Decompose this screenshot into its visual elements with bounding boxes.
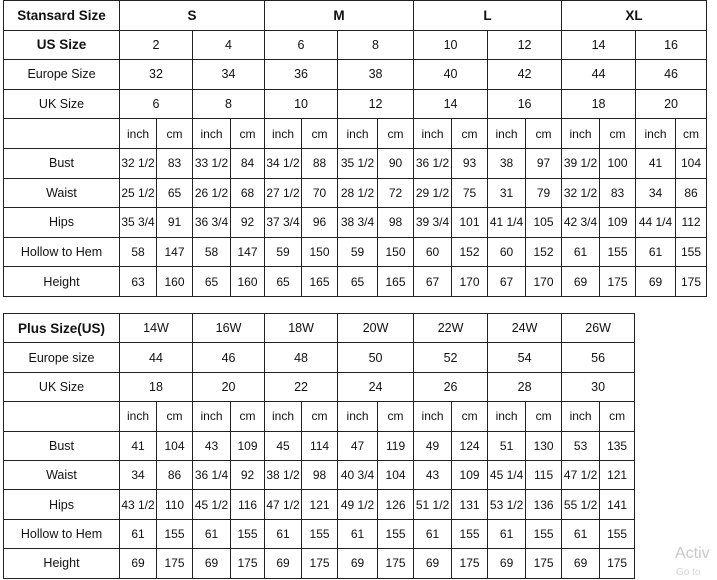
size-value: 6: [265, 30, 338, 60]
size-value: 10: [414, 30, 488, 60]
measurement-value: 45: [265, 431, 302, 460]
unit-inch: inch: [414, 402, 452, 431]
unit-inch: inch: [488, 119, 526, 149]
measurement-value: 131: [452, 490, 488, 519]
measurement-value: 119: [378, 431, 414, 460]
size-value: 46: [636, 60, 707, 90]
measurement-value: 43: [193, 431, 231, 460]
plus-size-header: 22W: [414, 314, 488, 343]
size-value: 8: [338, 30, 414, 60]
measurement-value: 34: [636, 178, 676, 208]
row-label: UK Size: [4, 89, 120, 119]
plus-size-header: 18W: [265, 314, 338, 343]
blank-cell: [4, 402, 120, 431]
size-value: 18: [562, 89, 636, 119]
activation-watermark-sub: Go to: [676, 567, 701, 578]
measurement-label: Height: [4, 267, 120, 297]
measurement-value: 68: [231, 178, 265, 208]
measurement-value: 124: [452, 431, 488, 460]
size-value: 38: [338, 60, 414, 90]
unit-inch: inch: [636, 119, 676, 149]
activation-watermark: Activ: [675, 545, 710, 562]
size-value: 8: [193, 89, 265, 119]
measurement-value: 31: [488, 178, 526, 208]
row-label: Europe size: [4, 343, 120, 372]
measurement-value: 165: [302, 267, 338, 297]
measurement-value: 34: [120, 460, 157, 489]
measurement-value: 51: [488, 431, 526, 460]
measurement-value: 121: [600, 460, 635, 489]
measurement-value: 27 1/2: [265, 178, 302, 208]
measurement-row: [4, 237, 707, 267]
measurement-value: 110: [157, 490, 193, 519]
size-value: 36: [265, 60, 338, 90]
measurement-value: 150: [302, 237, 338, 267]
measurement-label: Hips: [4, 490, 120, 519]
measurement-value: 69: [193, 549, 231, 578]
size-value: 10: [265, 89, 338, 119]
measurement-value: 155: [302, 519, 338, 548]
measurement-value: 155: [452, 519, 488, 548]
size-value: 40: [414, 60, 488, 90]
table-title: Plus Size(US): [4, 314, 120, 343]
measurement-value: 43: [414, 460, 452, 489]
measurement-value: 152: [452, 237, 488, 267]
unit-inch: inch: [193, 119, 231, 149]
measurement-row: [4, 431, 635, 460]
measurement-value: 147: [157, 237, 193, 267]
measurement-value: 155: [231, 519, 265, 548]
measurement-label: Waist: [4, 460, 120, 489]
measurement-value: 41 1/4: [488, 208, 526, 238]
measurement-value: 58: [120, 237, 157, 267]
unit-inch: inch: [193, 402, 231, 431]
size-value: 20: [636, 89, 707, 119]
unit-inch: inch: [562, 119, 600, 149]
standard-size-table: [3, 0, 707, 297]
measurement-value: 121: [302, 490, 338, 519]
size-value: 12: [488, 30, 562, 60]
measurement-value: 42 3/4: [562, 208, 600, 238]
measurement-value: 126: [378, 490, 414, 519]
unit-inch: inch: [488, 402, 526, 431]
plus-size-header: 20W: [338, 314, 414, 343]
measurement-value: 155: [157, 519, 193, 548]
measurement-value: 47 1/2: [265, 490, 302, 519]
measurement-value: 61: [488, 519, 526, 548]
measurement-value: 61: [120, 519, 157, 548]
plus-size-header: 16W: [193, 314, 265, 343]
measurement-value: 175: [676, 267, 707, 297]
measurement-value: 170: [452, 267, 488, 297]
measurement-value: 109: [231, 431, 265, 460]
measurement-value: 41: [636, 148, 676, 178]
measurement-value: 61: [636, 237, 676, 267]
size-value: 44: [120, 343, 193, 372]
measurement-value: 96: [302, 208, 338, 238]
measurement-value: 38 1/2: [265, 460, 302, 489]
measurement-label: Hips: [4, 208, 120, 238]
measurement-row: [4, 208, 707, 238]
unit-cm: cm: [526, 119, 562, 149]
size-value: 44: [562, 60, 636, 90]
measurement-value: 53: [562, 431, 600, 460]
size-value: 2: [120, 30, 193, 60]
measurement-value: 70: [302, 178, 338, 208]
unit-cm: cm: [231, 119, 265, 149]
size-group-header: S: [120, 1, 265, 31]
measurement-value: 104: [378, 460, 414, 489]
size-value: 14: [414, 89, 488, 119]
measurement-value: 59: [338, 237, 378, 267]
measurement-value: 47 1/2: [562, 460, 600, 489]
row-label: UK Size: [4, 372, 120, 401]
measurement-value: 69: [338, 549, 378, 578]
measurement-value: 175: [526, 549, 562, 578]
unit-inch: inch: [120, 119, 157, 149]
size-row: [4, 89, 707, 119]
measurement-value: 69: [488, 549, 526, 578]
size-value: 22: [265, 372, 338, 401]
size-group-header: XL: [562, 1, 707, 31]
measurement-value: 32 1/2: [562, 178, 600, 208]
measurement-value: 61: [338, 519, 378, 548]
measurement-value: 100: [600, 148, 636, 178]
measurement-value: 92: [231, 460, 265, 489]
measurement-value: 86: [676, 178, 707, 208]
measurement-value: 114: [302, 431, 338, 460]
size-value: 56: [562, 343, 635, 372]
measurement-value: 69: [562, 549, 600, 578]
measurement-value: 36 1/4: [193, 460, 231, 489]
size-value: 48: [265, 343, 338, 372]
measurement-value: 53 1/2: [488, 490, 526, 519]
size-value: 46: [193, 343, 265, 372]
unit-inch: inch: [338, 402, 378, 431]
measurement-value: 136: [526, 490, 562, 519]
measurement-value: 69: [265, 549, 302, 578]
unit-inch: inch: [338, 119, 378, 149]
unit-inch: inch: [265, 119, 302, 149]
measurement-value: 49 1/2: [338, 490, 378, 519]
measurement-value: 155: [676, 237, 707, 267]
measurement-label: Height: [4, 549, 120, 578]
size-row: [4, 30, 707, 60]
measurement-value: 83: [157, 148, 193, 178]
measurement-value: 88: [302, 148, 338, 178]
measurement-value: 61: [265, 519, 302, 548]
measurement-value: 101: [452, 208, 488, 238]
measurement-value: 61: [562, 237, 600, 267]
measurement-value: 36 1/2: [414, 148, 452, 178]
measurement-value: 152: [526, 237, 562, 267]
measurement-value: 33 1/2: [193, 148, 231, 178]
size-value: 24: [338, 372, 414, 401]
units-row: [4, 119, 707, 149]
size-row: [4, 343, 635, 372]
unit-cm: cm: [378, 402, 414, 431]
plus-size-header: 26W: [562, 314, 635, 343]
unit-inch: inch: [120, 402, 157, 431]
table-title: Stansard Size: [4, 1, 120, 31]
measurement-value: 51 1/2: [414, 490, 452, 519]
measurement-value: 45 1/2: [193, 490, 231, 519]
measurement-value: 65: [338, 267, 378, 297]
unit-inch: inch: [562, 402, 600, 431]
measurement-value: 34 1/2: [265, 148, 302, 178]
measurement-value: 29 1/2: [414, 178, 452, 208]
measurement-value: 98: [302, 460, 338, 489]
measurement-value: 61: [414, 519, 452, 548]
measurement-value: 104: [157, 431, 193, 460]
measurement-value: 160: [157, 267, 193, 297]
measurement-value: 65: [193, 267, 231, 297]
size-value: 20: [193, 372, 265, 401]
measurement-value: 175: [302, 549, 338, 578]
measurement-value: 147: [231, 237, 265, 267]
measurement-value: 40 3/4: [338, 460, 378, 489]
measurement-value: 67: [414, 267, 452, 297]
measurement-value: 93: [452, 148, 488, 178]
unit-cm: cm: [302, 119, 338, 149]
measurement-value: 112: [676, 208, 707, 238]
measurement-value: 65: [157, 178, 193, 208]
measurement-value: 155: [600, 519, 635, 548]
measurement-value: 130: [526, 431, 562, 460]
measurement-value: 58: [193, 237, 231, 267]
unit-cm: cm: [302, 402, 338, 431]
unit-cm: cm: [231, 402, 265, 431]
size-value: 18: [120, 372, 193, 401]
row-label: US Size: [4, 30, 120, 60]
measurement-value: 69: [636, 267, 676, 297]
size-value: 28: [488, 372, 562, 401]
measurement-value: 67: [488, 267, 526, 297]
unit-cm: cm: [676, 119, 707, 149]
size-value: 30: [562, 372, 635, 401]
measurement-row: [4, 148, 707, 178]
measurement-value: 175: [231, 549, 265, 578]
measurement-value: 165: [378, 267, 414, 297]
size-value: 26: [414, 372, 488, 401]
measurement-value: 41: [120, 431, 157, 460]
size-row: [4, 372, 635, 401]
unit-inch: inch: [414, 119, 452, 149]
measurement-value: 109: [600, 208, 636, 238]
measurement-value: 155: [526, 519, 562, 548]
size-group-header: M: [265, 1, 414, 31]
measurement-row: [4, 519, 635, 548]
measurement-value: 105: [526, 208, 562, 238]
measurement-value: 38 3/4: [338, 208, 378, 238]
measurement-value: 61: [562, 519, 600, 548]
size-value: 50: [338, 343, 414, 372]
measurement-value: 155: [378, 519, 414, 548]
measurement-value: 72: [378, 178, 414, 208]
measurement-value: 55 1/2: [562, 490, 600, 519]
measurement-value: 35 3/4: [120, 208, 157, 238]
measurement-value: 26 1/2: [193, 178, 231, 208]
measurement-value: 170: [526, 267, 562, 297]
measurement-value: 135: [600, 431, 635, 460]
measurement-value: 175: [378, 549, 414, 578]
unit-cm: cm: [157, 119, 193, 149]
measurement-value: 28 1/2: [338, 178, 378, 208]
measurement-value: 69: [414, 549, 452, 578]
measurement-value: 141: [600, 490, 635, 519]
measurement-value: 60: [488, 237, 526, 267]
measurement-value: 61: [193, 519, 231, 548]
measurement-label: Hollow to Hem: [4, 519, 120, 548]
measurement-value: 160: [231, 267, 265, 297]
measurement-value: 109: [452, 460, 488, 489]
measurement-value: 36 3/4: [193, 208, 231, 238]
unit-cm: cm: [452, 402, 488, 431]
size-group-header: L: [414, 1, 562, 31]
measurement-value: 175: [600, 267, 636, 297]
plus-size-header: 24W: [488, 314, 562, 343]
size-value: 32: [120, 60, 193, 90]
measurement-value: 155: [600, 237, 636, 267]
measurement-value: 65: [265, 267, 302, 297]
measurement-value: 75: [452, 178, 488, 208]
measurement-row: [4, 178, 707, 208]
size-value: 6: [120, 89, 193, 119]
measurement-value: 47: [338, 431, 378, 460]
measurement-label: Waist: [4, 178, 120, 208]
plus-size-table: [3, 313, 635, 579]
size-value: 42: [488, 60, 562, 90]
measurement-value: 98: [378, 208, 414, 238]
measurement-value: 38: [488, 148, 526, 178]
measurement-row: [4, 490, 635, 519]
measurement-label: Bust: [4, 148, 120, 178]
measurement-row: [4, 549, 635, 578]
measurement-value: 39 1/2: [562, 148, 600, 178]
measurement-value: 49: [414, 431, 452, 460]
measurement-label: Hollow to Hem: [4, 237, 120, 267]
measurement-value: 175: [157, 549, 193, 578]
measurement-value: 86: [157, 460, 193, 489]
measurement-value: 32 1/2: [120, 148, 157, 178]
measurement-value: 45 1/4: [488, 460, 526, 489]
measurement-value: 35 1/2: [338, 148, 378, 178]
measurement-value: 115: [526, 460, 562, 489]
unit-cm: cm: [600, 402, 635, 431]
measurement-value: 92: [231, 208, 265, 238]
size-value: 34: [193, 60, 265, 90]
measurement-row: [4, 267, 707, 297]
unit-inch: inch: [265, 402, 302, 431]
unit-cm: cm: [600, 119, 636, 149]
measurement-value: 97: [526, 148, 562, 178]
units-row: [4, 402, 635, 431]
measurement-value: 84: [231, 148, 265, 178]
measurement-value: 69: [562, 267, 600, 297]
measurement-value: 39 3/4: [414, 208, 452, 238]
measurement-value: 44 1/4: [636, 208, 676, 238]
measurement-value: 59: [265, 237, 302, 267]
unit-cm: cm: [157, 402, 193, 431]
measurement-label: Bust: [4, 431, 120, 460]
measurement-value: 175: [600, 549, 635, 578]
measurement-value: 116: [231, 490, 265, 519]
unit-cm: cm: [452, 119, 488, 149]
size-value: 54: [488, 343, 562, 372]
measurement-value: 69: [120, 549, 157, 578]
measurement-value: 90: [378, 148, 414, 178]
measurement-value: 25 1/2: [120, 178, 157, 208]
size-value: 14: [562, 30, 636, 60]
unit-cm: cm: [526, 402, 562, 431]
measurement-value: 37 3/4: [265, 208, 302, 238]
row-label: Europe Size: [4, 60, 120, 90]
measurement-value: 79: [526, 178, 562, 208]
plus-size-header: 14W: [120, 314, 193, 343]
size-row: [4, 60, 707, 90]
measurement-row: [4, 460, 635, 489]
size-value: 4: [193, 30, 265, 60]
measurement-value: 150: [378, 237, 414, 267]
header-row: [4, 1, 707, 31]
size-value: 16: [636, 30, 707, 60]
size-value: 52: [414, 343, 488, 372]
measurement-value: 63: [120, 267, 157, 297]
blank-cell: [4, 119, 120, 149]
measurement-value: 175: [452, 549, 488, 578]
measurement-value: 60: [414, 237, 452, 267]
header-row: [4, 314, 635, 343]
size-value: 12: [338, 89, 414, 119]
size-value: 16: [488, 89, 562, 119]
measurement-value: 43 1/2: [120, 490, 157, 519]
measurement-value: 91: [157, 208, 193, 238]
measurement-value: 104: [676, 148, 707, 178]
measurement-value: 83: [600, 178, 636, 208]
unit-cm: cm: [378, 119, 414, 149]
